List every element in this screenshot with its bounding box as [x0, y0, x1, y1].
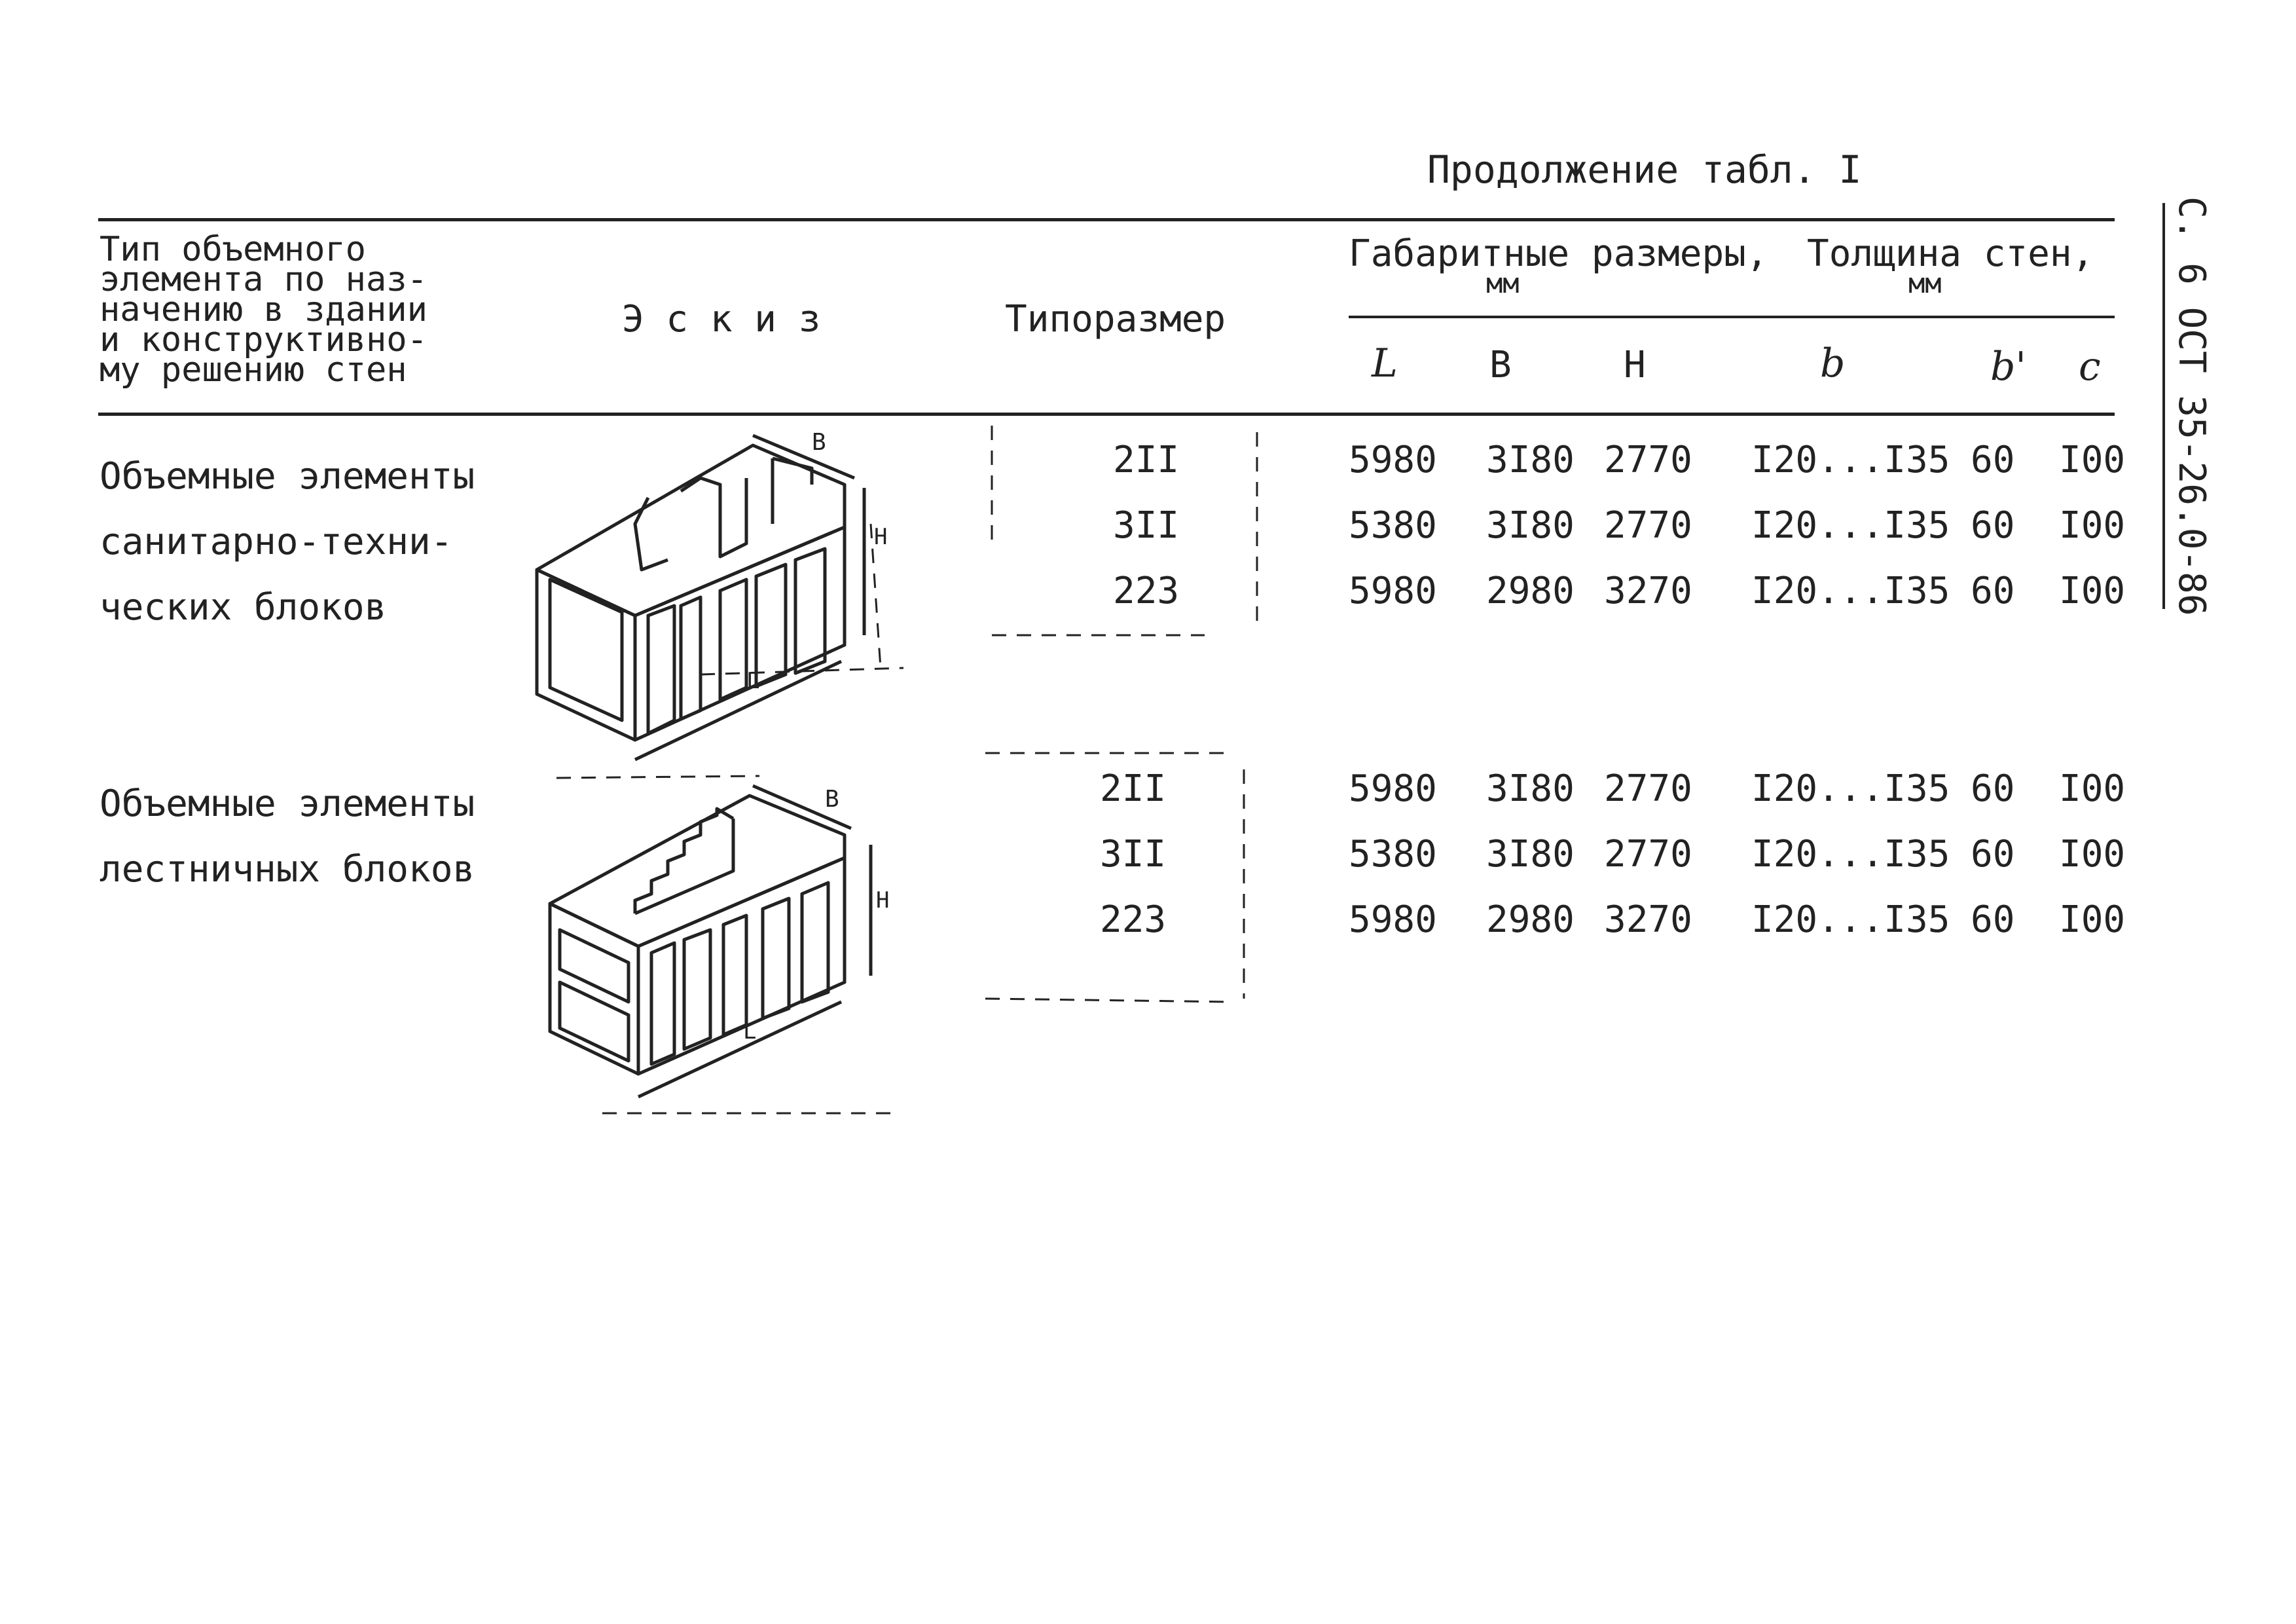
group-type-line: Объемные элементы	[100, 783, 475, 825]
header-type	[100, 230, 428, 390]
row-H: 2770	[1604, 833, 1692, 876]
sanitary-block-sketch	[524, 419, 917, 773]
sketch-label-H: H	[876, 887, 890, 913]
header-dims-unit: мм	[1486, 267, 1520, 299]
row-c: I00	[2059, 767, 2126, 810]
row-B: 3I80	[1486, 767, 1575, 810]
side-code-text: С. 6 ОСТ 35-26.0-86	[2170, 196, 2213, 616]
table-top-rule	[98, 218, 2115, 221]
row-H: 2770	[1604, 439, 1692, 481]
row-B: 3I80	[1486, 504, 1575, 547]
header-b: b	[1820, 341, 1846, 386]
row-size: 3II	[1113, 504, 1180, 547]
row-size: 3II	[1100, 833, 1167, 876]
row-b1: 60	[1971, 767, 2015, 810]
row-b1: 60	[1971, 833, 2015, 876]
row-size: 2II	[1113, 439, 1180, 481]
sketch-top-face	[537, 445, 845, 616]
table-caption: Продолжение табл. I	[1427, 147, 1862, 192]
row-b: I20...I35	[1751, 439, 1950, 481]
sketch-dim-B	[753, 435, 854, 478]
sketch-label-B: B	[825, 786, 839, 813]
group-1-type	[100, 444, 475, 640]
sketch-dim-L	[635, 661, 841, 760]
row-L: 5380	[1349, 504, 1437, 547]
stair-block-sketch	[537, 766, 903, 1133]
group-type-line: Объемные элементы	[100, 455, 475, 498]
header-bottom-rule	[98, 413, 2115, 416]
header-sketch: Э с к и з	[622, 298, 821, 341]
header-type-line: Тип объемного	[100, 230, 366, 269]
row-L: 5980	[1349, 570, 1437, 612]
header-dims: Габаритные размеры,	[1349, 232, 1768, 275]
sketch-front-opening	[550, 580, 622, 720]
header-size: Типоразмер	[1005, 298, 1226, 341]
row-b1: 60	[1971, 898, 2015, 941]
sketch-stairs	[635, 809, 733, 913]
header-B: B	[1489, 344, 1512, 386]
sketch-label-L: L	[743, 1018, 757, 1044]
row-b1: 60	[1971, 570, 2015, 612]
sketch-label-L: L	[746, 668, 760, 694]
row-L: 5980	[1349, 767, 1437, 810]
sketch-dim-L	[638, 1002, 841, 1097]
sketch-front-face	[550, 904, 638, 1074]
group-type-line: лестничных блоков	[100, 848, 475, 891]
row-c: I00	[2059, 439, 2126, 481]
row-H: 3270	[1604, 898, 1692, 941]
header-c: c	[2079, 344, 2101, 390]
sketch-label-B: B	[812, 429, 826, 456]
header-type-line: элемента по наз-	[100, 260, 428, 299]
row-L: 5380	[1349, 833, 1437, 876]
row-B: 2980	[1486, 898, 1575, 941]
row-b: I20...I35	[1751, 570, 1950, 612]
row-b: I20...I35	[1751, 767, 1950, 810]
header-type-line: му решению стен	[100, 350, 407, 390]
group-type-line: ческих блоков	[100, 586, 387, 629]
group-type-line: санитарно-техни-	[100, 521, 453, 563]
row-H: 2770	[1604, 767, 1692, 810]
row-b1: 60	[1971, 439, 2015, 481]
row-H: 3270	[1604, 570, 1692, 612]
row-H: 2770	[1604, 504, 1692, 547]
row-b: I20...I35	[1751, 504, 1950, 547]
row-B: 3I80	[1486, 833, 1575, 876]
row-b1: 60	[1971, 504, 2015, 547]
row-c: I00	[2059, 504, 2126, 547]
header-H: H	[1624, 344, 1646, 386]
row-c: I00	[2059, 833, 2126, 876]
row-b: I20...I35	[1751, 833, 1950, 876]
header-sub-rule	[1349, 316, 2115, 318]
header-type-line: начению в здании	[100, 290, 428, 329]
row-b: I20...I35	[1751, 898, 1950, 941]
sketch-label-H: H	[874, 524, 888, 550]
header-type-line: и конструктивно-	[100, 320, 428, 360]
row-size: 2II	[1100, 767, 1167, 810]
row-L: 5980	[1349, 439, 1437, 481]
header-walls: Толщина стен,	[1807, 232, 2094, 275]
row-c: I00	[2059, 570, 2126, 612]
header-b1: b'	[1990, 344, 2026, 390]
row-size: 223	[1100, 898, 1167, 941]
group-2-type	[100, 771, 475, 902]
header-walls-unit: мм	[1908, 267, 1942, 299]
header-L: L	[1372, 341, 1398, 386]
row-B: 2980	[1486, 570, 1575, 612]
side-code	[2160, 196, 2219, 616]
row-B: 3I80	[1486, 439, 1575, 481]
row-c: I00	[2059, 898, 2126, 941]
row-L: 5980	[1349, 898, 1437, 941]
row-size: 223	[1113, 570, 1180, 612]
